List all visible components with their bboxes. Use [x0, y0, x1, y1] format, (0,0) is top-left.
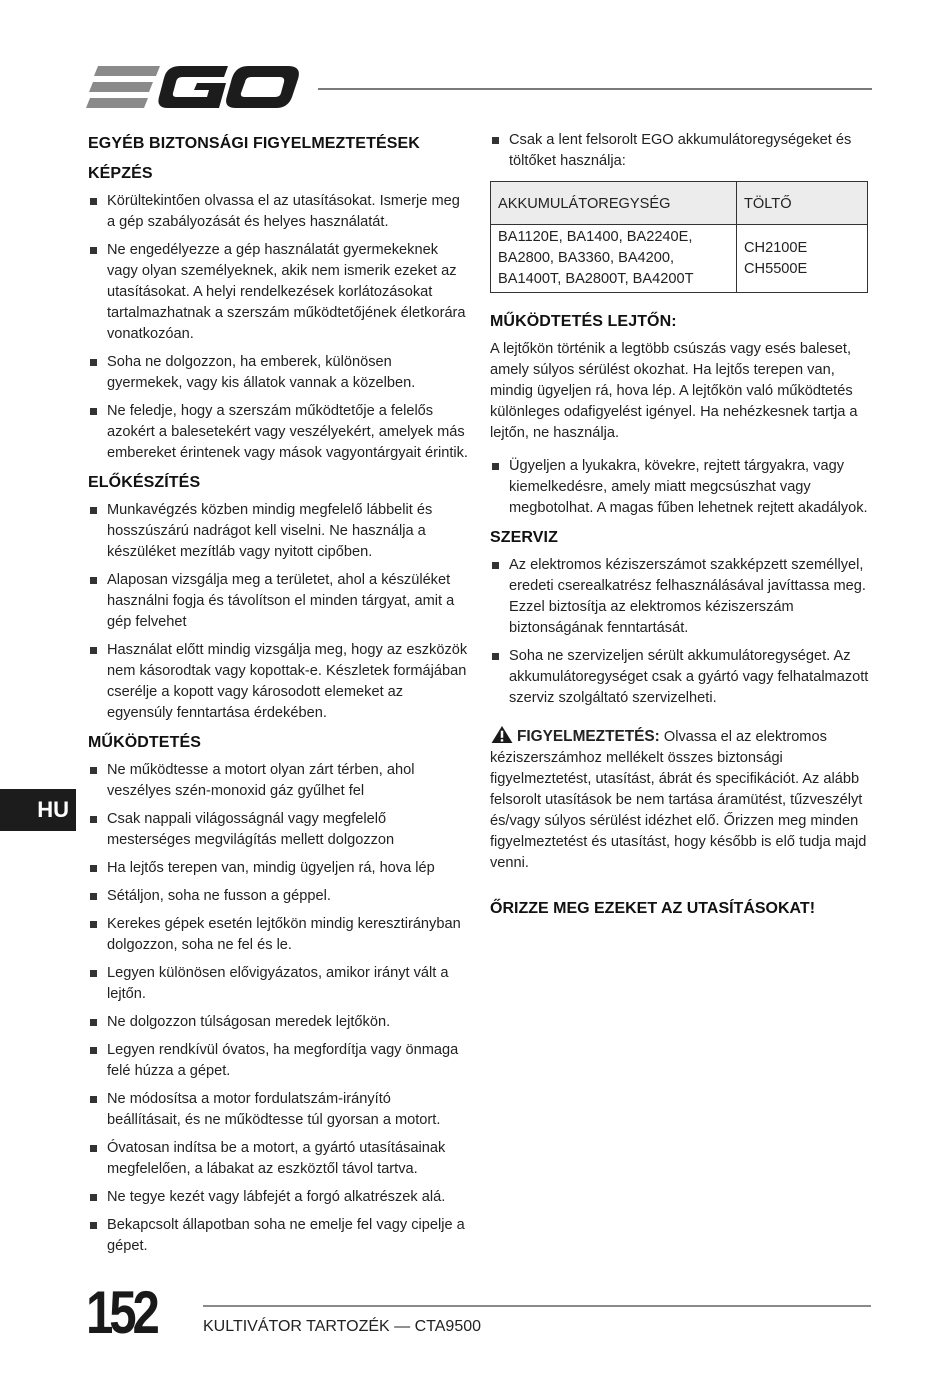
- charger-model: CH5500E: [744, 260, 808, 277]
- logo-e-bottom-bar: [86, 98, 148, 108]
- warning-triangle-icon: [490, 725, 514, 744]
- battery-models-cell: [491, 225, 737, 293]
- list-item: Bekapcsolt állapotban soha ne emelje fel vagy cipelje a gépet.: [88, 1215, 468, 1257]
- list-item: Alaposan vizsgálja meg a területet, ahol a készüléket használni fogja és távolítson el minden tárgyat, amit a gép felvehet: [88, 570, 468, 633]
- list-item: Sétáljon, soha ne fusson a géppel.: [88, 886, 468, 907]
- operation-heading: MŰKÖDTETÉS: [88, 734, 201, 751]
- battery-models-line: BA1120E, BA1400, BA2240E,: [498, 229, 693, 245]
- ego-logo: [86, 62, 300, 114]
- training-list: [88, 191, 468, 464]
- table-header-charger: TÖLTŐ: [737, 182, 868, 225]
- list-item: Körültekintően olvassa el az utasításokat. Ismerje meg a gép szabályozását és helyes használatát.: [88, 191, 468, 233]
- list-item: Óvatosan indítsa be a motort, a gyártó utasításainak megfelelően, a lábakat az eszköztől távol tartva.: [88, 1138, 468, 1180]
- warning-label: FIGYELMEZTETÉS:: [517, 728, 660, 745]
- list-item: Legyen különösen elővigyázatos, amikor irányt vált a lejtőn.: [88, 963, 468, 1005]
- intro-list: [490, 130, 870, 172]
- charger-model: CH2100E: [744, 239, 808, 256]
- list-item: Legyen rendkívül óvatos, ha megfordítja vagy önmaga felé húzza a gépet.: [88, 1040, 468, 1082]
- list-item: Ne dolgozzon túlságosan meredek lejtőkön.: [88, 1012, 468, 1033]
- logo-e-top-bar: [94, 66, 160, 76]
- list-item: Csak a lent felsorolt EGO akkumulátoregységeket és töltőket használja:: [490, 130, 870, 172]
- slopes-list: [490, 456, 870, 519]
- language-tab: HU: [0, 789, 76, 831]
- right-column: [490, 130, 870, 919]
- logo-e-middle-bar: [89, 82, 153, 92]
- preparation-list: [88, 500, 468, 724]
- closing-statement: ŐRIZZE MEG EZEKET AZ UTASÍTÁSOKAT!: [490, 900, 816, 917]
- battery-models-line: BA1400T, BA2800T, BA4200T: [498, 271, 694, 287]
- logo-g: [158, 66, 228, 108]
- service-heading: SZERVIZ: [490, 529, 558, 546]
- training-heading: KÉPZÉS: [88, 165, 153, 182]
- list-item: Kerekes gépek esetén lejtőkön mindig keresztirányban dolgozzon, soha ne fel és le.: [88, 914, 468, 956]
- table-header-battery: AKKUMULÁTOREGYSÉG: [491, 182, 737, 225]
- list-item: Ne tegye kezét vagy lábfejét a forgó alkatrészek alá.: [88, 1187, 468, 1208]
- list-item: Ha lejtős terepen van, mindig ügyeljen rá, hova lép: [88, 858, 468, 879]
- footer-title: KULTIVÁTOR TARTOZÉK — CTA9500: [203, 1318, 482, 1335]
- page-number: 152: [86, 1279, 156, 1346]
- list-item: Soha ne dolgozzon, ha emberek, különösen gyermekek, vagy kis állatok vannak a közelben.: [88, 352, 468, 394]
- list-item: Az elektromos kéziszerszámot szakképzett személlyel, eredeti cserealkatrész felhasználásával javíttassa meg. Ezzel biztosítja az elektromos kéziszerszám biztonságának fenntartását.: [490, 555, 870, 639]
- list-item: Csak nappali világosságnál vagy megfelelő mesterséges megvilágítás mellett dolgozzon: [88, 809, 468, 851]
- slopes-paragraph: A lejtőkön történik a legtöbb csúszás vagy esés baleset, amely súlyos sérülést okozhat. Ha lejtős terepen van, mindig ügyeljen rá, hova lép. A lejtőkön való működtetés különleges odafigyelést igényel. Ha nehézkesnek tartja a lejtőn, ne használja.: [490, 341, 858, 441]
- charger-models-cell: [737, 225, 868, 293]
- list-item: Ne engedélyezze a gép használatát gyermekeknek vagy olyan személyeknek, akik nem ismerik ezeket az utasításokat. A helyi rendelkezések korlátozásokat tartalmazhatnak a szerszám működtetőjének életkorára vonatkozóan.: [88, 240, 468, 345]
- battery-models-line: BA2800, BA3360, BA4200,: [498, 250, 675, 266]
- preparation-heading: ELŐKÉSZÍTÉS: [88, 474, 201, 491]
- warning-block: [490, 725, 870, 874]
- footer-rule: [203, 1305, 871, 1307]
- list-item: Munkavégzés közben mindig megfelelő lábbelit és hosszúszárú nadrágot kell viselni. Ne használja a készüléket mezítláb vagy nyitott cipőben.: [88, 500, 468, 563]
- table-row: [491, 225, 868, 293]
- warning-text: Olvassa el az elektromos kéziszerszámhoz mellékelt összes biztonsági figyelmeztetést, utasítást, ábrát és specifikációt. Az alább felsorolt utasítások be nem tartása áramütést, tűzveszélyt és/vagy súlyos sérülést idézhet elő. Őrizzen meg minden figyelmeztetést és utasítást, hogy később is elő tudja majd venni.: [490, 729, 867, 871]
- left-column: [88, 130, 468, 1264]
- logo-o: [226, 66, 299, 108]
- table-header-row: [491, 182, 868, 225]
- battery-charger-table: [490, 181, 868, 293]
- list-item: Használat előtt mindig vizsgálja meg, hogy az eszközök nem kásorodtak vagy kopottak-e. Készletek formájában cserélje a kopott vagy károsodott elemeket az egyensúly fenntartása érdekében.: [88, 640, 468, 724]
- slopes-heading: MŰKÖDTETÉS LEJTŐN:: [490, 313, 677, 330]
- list-item: Soha ne szervizeljen sérült akkumulátoregységet. Az akkumulátoregységet csak a gyártó vagy felhatalmazott szerviz szolgáltató szervizelheti.: [490, 646, 870, 709]
- header-rule: [318, 88, 872, 90]
- list-item: Ne feledje, hogy a szerszám működtetője a felelős azokért a balesetekért vagy veszélyekért, amelyek más embereket érintenek vagy mások vagyontárgyait érintik.: [88, 401, 468, 464]
- list-item: Ne módosítsa a motor fordulatszám-irányító beállításait, és ne működtesse túl gyorsan a motort.: [88, 1089, 468, 1131]
- service-list: [490, 555, 870, 709]
- list-item: Ne működtesse a motort olyan zárt térben, ahol veszélyes szén-monoxid gáz gyűlhet fel: [88, 760, 468, 802]
- section-title: EGYÉB BIZTONSÁGI FIGYELMEZTETÉSEK: [88, 135, 420, 152]
- operation-list: [88, 760, 468, 1257]
- list-item: Ügyeljen a lyukakra, kövekre, rejtett tárgyakra, vagy kiemelkedésre, amely miatt megcsúszhat vagy megbotolhat. A magas fűben lehetnek rejtett akadályok.: [490, 456, 870, 519]
